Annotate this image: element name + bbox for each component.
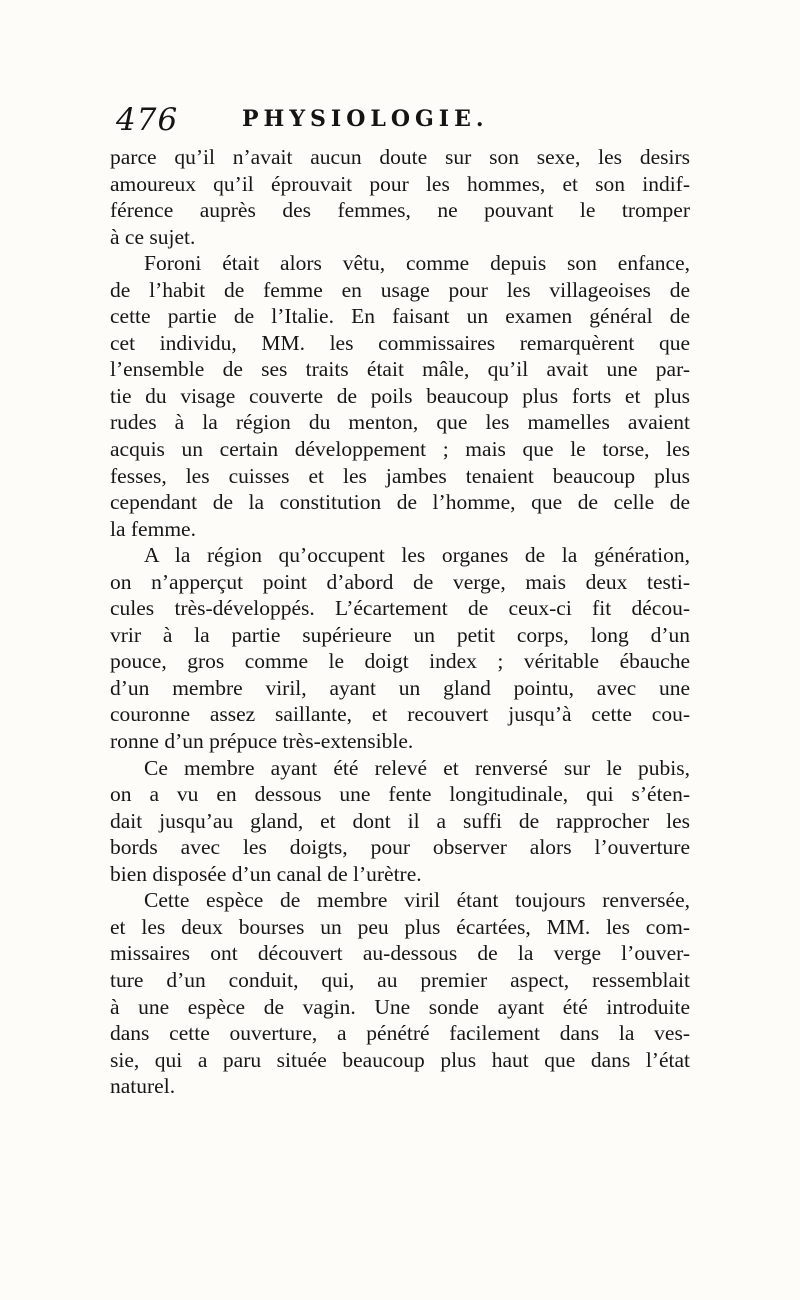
text-line: naturel.: [110, 1074, 176, 1099]
text-line: A la région qu’occupent les organes de la génération,: [144, 543, 690, 568]
text-line: tie du visage couverte de poils beaucoup plus forts et plus: [110, 383, 690, 408]
text-line: sie, qui a paru située beaucoup plus haut que dans l’état: [110, 1047, 690, 1072]
text-line: bien disposée d’un canal de l’urètre.: [110, 861, 422, 886]
text-line: cependant de la constitution de l’homme, que de celle de: [110, 490, 690, 515]
text-line: la femme.: [110, 516, 196, 541]
text-line: Cette espèce de membre viril étant toujours renversée,: [144, 888, 690, 913]
text-line: Foroni était alors vêtu, comme depuis son enfance,: [144, 251, 690, 276]
text-line: rudes à la région du menton, que les mamelles avaient: [110, 410, 690, 435]
text-line: amoureux qu’il éprouvait pour les hommes, et son indif-: [110, 171, 690, 196]
text-line: dait jusqu’au gland, et dont il a suffi de rapprocher les: [110, 808, 690, 833]
text-line: férence auprès des femmes, ne pouvant le tromper: [110, 198, 690, 223]
text-line: bords avec les doigts, pour observer alors l’ouverture: [110, 835, 690, 860]
text-line: cette partie de l’Italie. En faisant un examen général de: [110, 304, 690, 329]
text-line: ture d’un conduit, qui, au premier aspect, ressemblait: [110, 967, 690, 992]
text-line: couronne assez saillante, et recouvert jusqu’à cette cou-: [110, 702, 690, 727]
text-line: on n’apperçut point d’abord de verge, mais deux testi-: [110, 569, 690, 594]
text-line: cet individu, MM. les commissaires remarquèrent que: [110, 330, 690, 355]
page-header: [110, 102, 690, 142]
page-number: 476: [116, 102, 179, 138]
text-line: à ce sujet.: [110, 224, 196, 249]
running-head: PHYSIOLOGIE.: [242, 106, 489, 132]
text-line: de l’habit de femme en usage pour les villageoises de: [110, 277, 690, 302]
text-line: à une espèce de vagin. Une sonde ayant été introduite: [110, 994, 690, 1019]
text-line: dans cette ouverture, a pénétré facilement dans la ves-: [110, 1021, 690, 1046]
text-line: missaires ont découvert au-dessous de la verge l’ouver-: [110, 941, 690, 966]
text-line: et les deux bourses un peu plus écartées, MM. les com-: [110, 914, 690, 939]
text-line: d’un membre viril, ayant un gland pointu, avec une: [110, 675, 690, 700]
text-line: fesses, les cuisses et les jambes tenaient beaucoup plus: [110, 463, 690, 488]
text-line: Ce membre ayant été relevé et renversé sur le pubis,: [144, 755, 690, 780]
text-line: acquis un certain développement ; mais que le torse, les: [110, 437, 690, 462]
text-line: ronne d’un prépuce très-extensible.: [110, 729, 414, 754]
text-line: on a vu en dessous une fente longitudinale, qui s’éten-: [110, 782, 690, 807]
body-text: [110, 144, 690, 1100]
text-line: cules très-développés. L’écartement de ceux-ci fit décou-: [110, 596, 690, 621]
text-line: pouce, gros comme le doigt index ; véritable ébauche: [110, 649, 690, 674]
text-line: l’ensemble de ses traits était mâle, qu’il avait une par-: [110, 357, 690, 382]
text-line: parce qu’il n’avait aucun doute sur son sexe, les desirs: [110, 145, 690, 169]
text-line: vrir à la partie supérieure un petit corps, long d’un: [110, 622, 690, 647]
